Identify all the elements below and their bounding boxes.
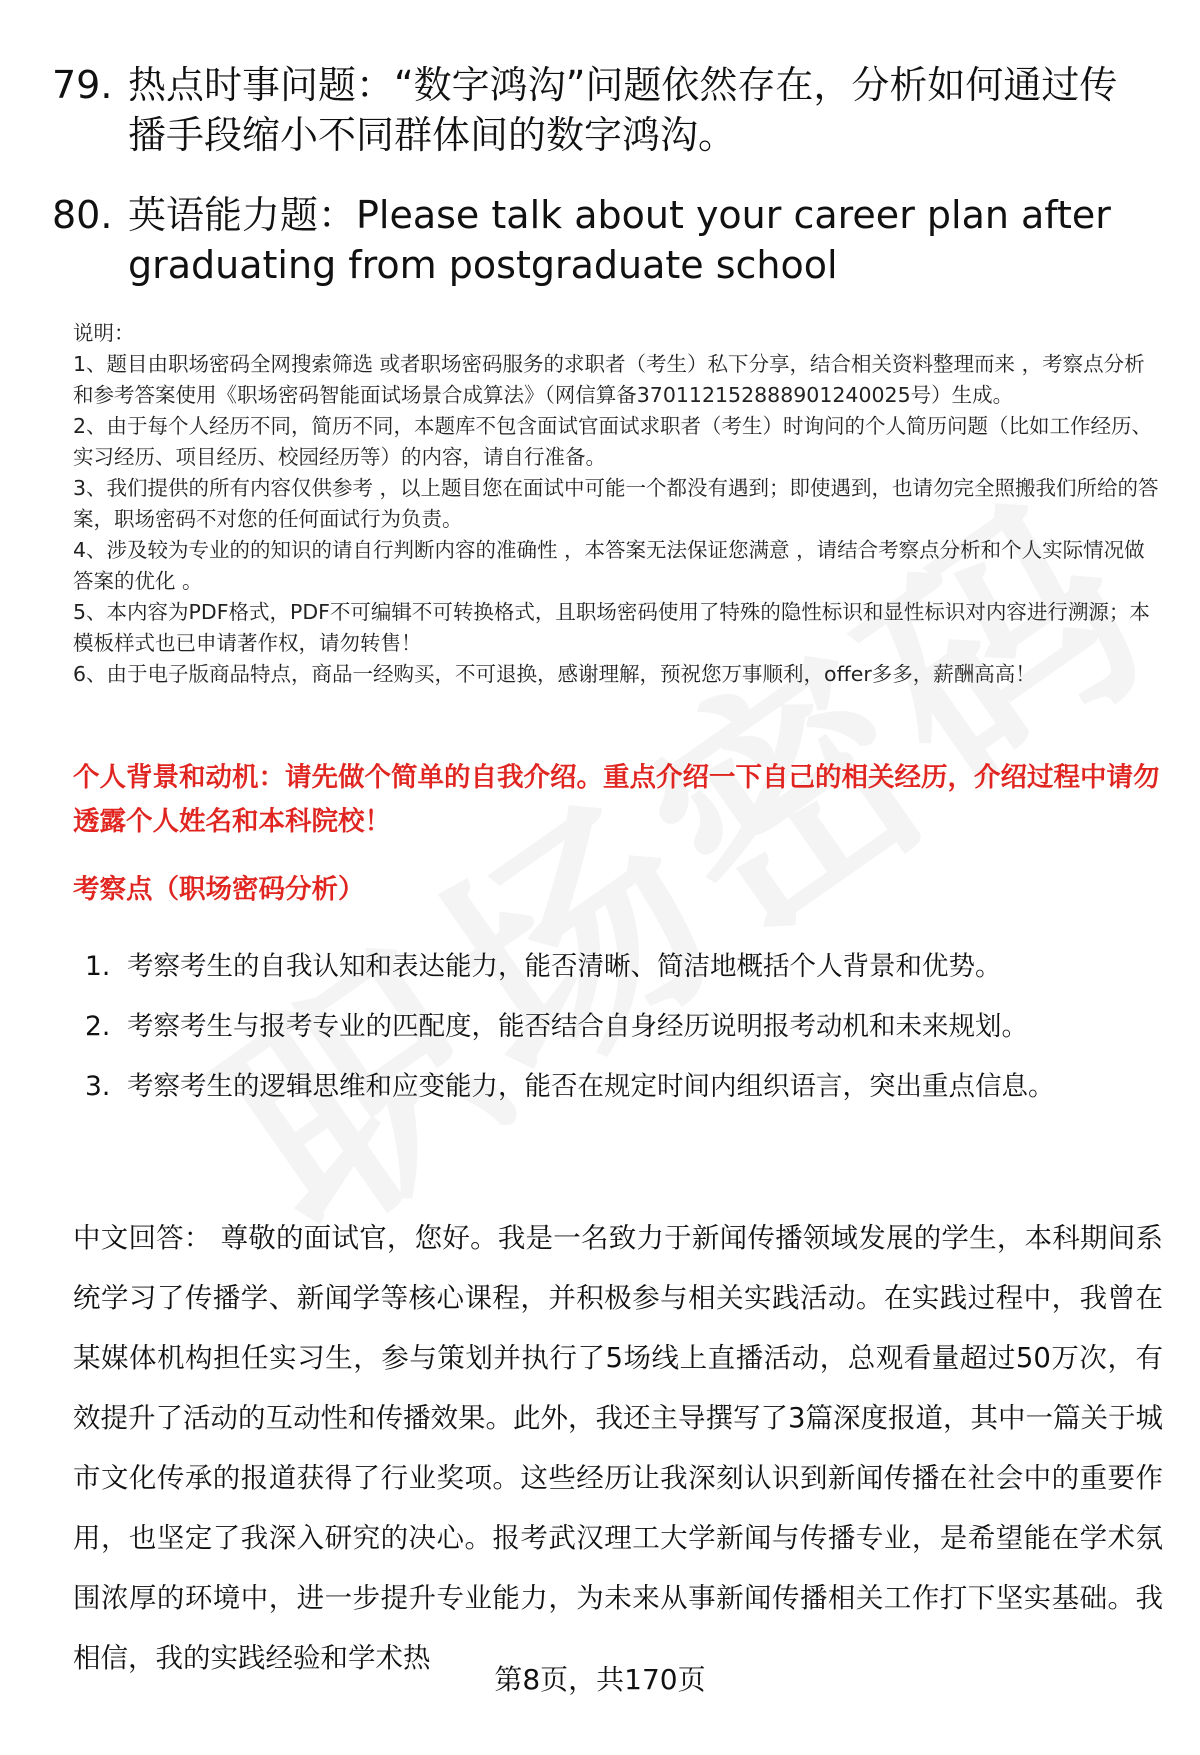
list-number: 2. xyxy=(85,1011,111,1042)
list-item xyxy=(73,998,1163,1056)
chinese-answer: 中文回答： 尊敬的面试官，您好。我是一名致力于新闻传播领域发展的学生，本科期间系统学习了传播学、新闻学等核心课程，并积极参与相关实践活动。在实践过程中，我曾在某媒体机构担任实习生，参与策划并执行了5场线上直播活动，总观看量超过50万次，有效提升了活动的互动性和传播效果。此外，我还主导撰写了3篇深度报道，其中一篇关于城市文化传承的报道获得了行业奖项。这些经历让我深刻认识到新闻传播在社会中的重要作用，也坚定了我深入研究的决心。报考武汉理工大学新闻与传播专业，是希望能在学术氛围浓厚的环境中，进一步提升专业能力，为未来从事新闻传播相关工作打下坚实基础。我相信，我的实践经验和学术热 xyxy=(73,1222,1163,1674)
note-item: 4、涉及较为专业的的知识的请自行判断内容的准确性 ，本答案无法保证您满意 ，请结合考察点分析和个人实际情况做答案的优化 。 xyxy=(73,538,1145,593)
question-text: 热点时事问题：“数字鸿沟”问题依然存在，分析如何通过传播手段缩小不同群体间的数字鸿沟。 xyxy=(128,63,1118,157)
note-item: 3、我们提供的所有内容仅供参考 ，以上题目您在面试中可能一个都没有遇到；即使遇到，也请勿完全照搬我们所给的答案，职场密码不对您的任何面试行为负责。 xyxy=(73,476,1159,531)
list-number: 3. xyxy=(85,1071,111,1102)
note-item: 6、由于电子版商品特点，商品一经购买，不可退换，感谢理解，预祝您万事顺利，offer多多，薪酬高高！ xyxy=(73,662,1036,686)
note-item: 5、本内容为PDF格式，PDF不可编辑不可转换格式，且职场密码使用了特殊的隐性标识和显性标识对内容进行溯源；本模板样式也已申请著作权，请勿转售！ xyxy=(73,600,1150,655)
list-number: 1. xyxy=(85,951,111,982)
question-number: 79. xyxy=(52,63,113,107)
question-text: 英语能力题：Please talk about your career plan after graduating from postgraduate school xyxy=(128,193,1111,287)
question-79 xyxy=(52,60,1152,160)
question-number: 80. xyxy=(52,193,113,237)
notes-title: 说明： xyxy=(73,321,135,345)
analysis-points xyxy=(73,938,1163,1118)
background-question-heading: 个人背景和动机：请先做个简单的自我介绍。重点介绍一下自己的相关经历，介绍过程中请勿透露个人姓名和本科院校！ xyxy=(73,762,1160,837)
list-text: 考察考生的自我认知和表达能力，能否清晰、简洁地概括个人背景和优势。 xyxy=(127,951,1002,982)
note-item: 2、由于每个人经历不同，简历不同，本题库不包含面试官面试求职者（考生）时询问的个人简历问题（比如工作经历、实习经历、项目经历、校园经历等）的内容，请自行准备。 xyxy=(73,414,1153,469)
list-item xyxy=(73,938,1163,996)
note-item: 1、题目由职场密码全网搜索筛选 或者职场密码服务的求职者（考生）私下分享，结合相关资料整理而来 ，考察点分析和参考答案使用《职场密码智能面试场景合成算法》（网信算备370112152888901240025号）生成。 xyxy=(73,352,1145,407)
analysis-heading: 考察点（职场密码分析） xyxy=(73,874,365,905)
question-80 xyxy=(52,190,1152,290)
list-text: 考察考生的逻辑思维和应变能力，能否在规定时间内组织语言，突出重点信息。 xyxy=(127,1071,1055,1102)
list-item xyxy=(73,1058,1163,1116)
page-number: 第8页，共170页 xyxy=(494,1663,706,1696)
notes-section xyxy=(73,318,1163,690)
list-text: 考察考生与报考专业的匹配度，能否结合自身经历说明报考动机和未来规划。 xyxy=(127,1011,1028,1042)
